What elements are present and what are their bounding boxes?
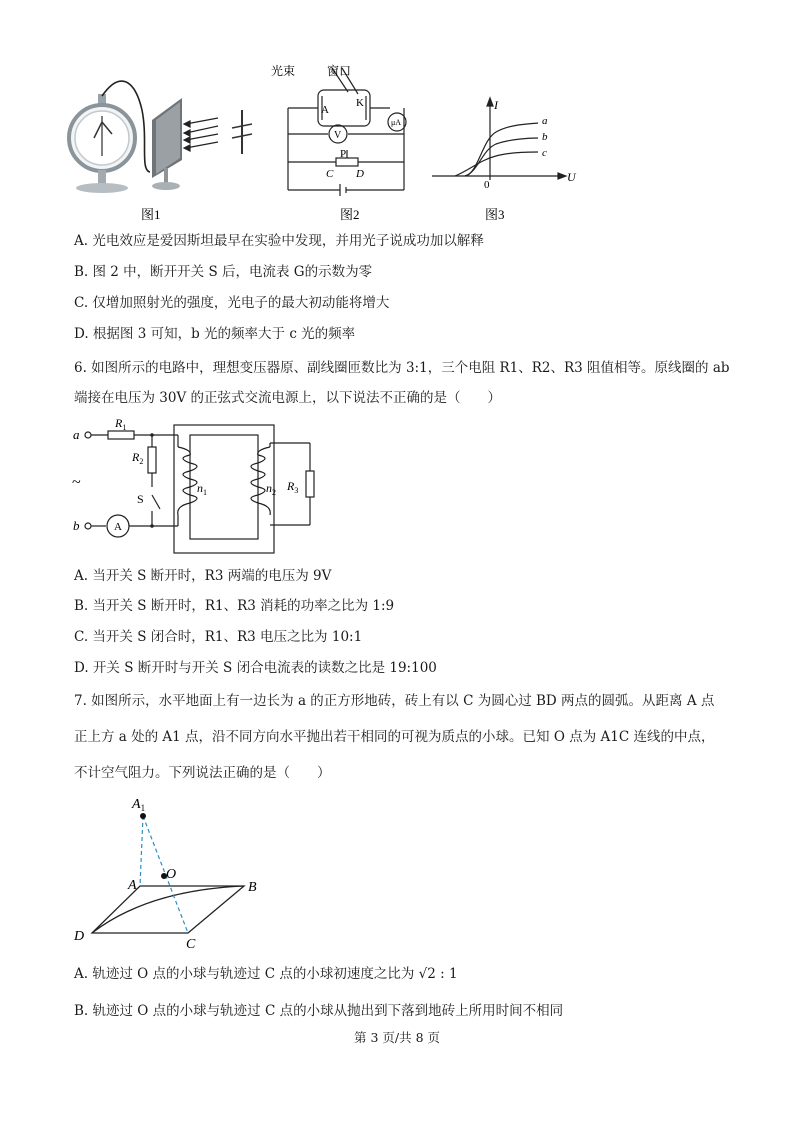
fig3-curve-a: a — [542, 115, 548, 127]
fig1-caption: 图1 — [141, 207, 161, 222]
q7-option-b: B. 轨迹过 O 点的小球与轨迹过 C 点的小球从抛出到下落到地砖上所用时间不相同 — [74, 1003, 564, 1019]
q7-label-b: B — [248, 880, 257, 895]
q7-label-c: C — [186, 937, 196, 952]
q7-stem-line3: 不计空气阻力。下列说法正确的是（ ） — [74, 765, 331, 781]
q7-label-o: O — [166, 867, 177, 882]
fig2-label-P: P — [340, 148, 347, 160]
q6-ac-source-symbol: ~ — [72, 474, 81, 491]
q7-tile-figure — [68, 790, 288, 955]
fig2-caption: 图2 — [340, 207, 360, 222]
q7-label-d: D — [74, 929, 85, 944]
fig3-axis-U: U — [567, 170, 576, 184]
q6-terminal-b: b — [73, 518, 80, 533]
q7-label-a1: A — [132, 797, 141, 812]
svg-text:R2: $R_2$ — [132, 450, 144, 466]
fig3-caption: 图3 — [485, 207, 505, 222]
svg-text:n2: $n_2$ — [266, 481, 276, 497]
q5-option-d: D. 根据图 3 可知，b 光的频率大于 c 光的频率 — [74, 326, 356, 342]
q7-stem-line2: 正上方 a 处的 A1 点，沿不同方向水平抛出若干相同的可视为质点的小球。已知 O 点为 A1C 连线的中点， — [74, 729, 715, 745]
q6-stem-line1: 6. 如图所示的电路中，理想变压器原、副线圈匝数比为 3:1，三个电阻 R1、R2、R3 阻值相等。原线圈的 ab — [74, 360, 730, 376]
q7-point-a1 — [140, 813, 146, 819]
page-footer: 第 3 页/共 8 页 — [353, 1030, 440, 1045]
q6-ammeter-label: A — [114, 521, 122, 533]
figure2-phototube-circuit — [288, 68, 406, 196]
fig2-label-A: A — [321, 104, 329, 116]
q6-option-d: D. 开关 S 断开时与开关 S 闭合电流表的读数之比是 19:100 — [74, 660, 437, 676]
q6-n1-label: n — [197, 481, 203, 495]
q5-option-c: C. 仅增加照射光的强度，光电子的最大初动能将增大 — [74, 295, 390, 311]
fig3-origin: 0 — [484, 179, 490, 191]
fig2-label-window: 窗口 — [327, 64, 352, 78]
q7-option-a: A. 轨迹过 O 点的小球与轨迹过 C 点的小球初速度之比为 √2 : 1 — [74, 966, 458, 982]
fig2-voltmeter-label: V — [334, 130, 342, 141]
q6-r3-label: R — [287, 479, 295, 493]
q7-stem-line1: 7. 如图所示，水平地面上有一边长为 a 的正方形地砖，砖上有以 C 为圆心过 BD 两点的圆弧。从距离 A 点 — [74, 693, 715, 709]
fig2-label-beam: 光束 — [271, 64, 296, 78]
fig2-label-C: C — [326, 168, 334, 180]
q6-option-a: A. 当开关 S 断开时，R3 两端的电压为 9V — [74, 568, 332, 584]
q6-n2-label: n — [266, 481, 272, 495]
q5-option-a: A. 光电效应是爱因斯坦最早在实验中发现，并用光子说成功加以解释 — [74, 233, 484, 249]
q6-r2-label: R — [132, 450, 140, 464]
fig2-microammeter-label: μA — [391, 118, 402, 127]
q6-r1-label: R — [115, 416, 123, 430]
fig2-label-D: D — [356, 168, 364, 180]
q6-transformer-circuit — [70, 415, 330, 560]
q5-option-b: B. 图 2 中，断开开关 S 后，电流表 G的示数为零 — [74, 264, 373, 280]
svg-text:R1: $R_1$ — [115, 416, 127, 432]
q7-label-a: A — [128, 878, 137, 893]
svg-text:R3: $R_3$ — [287, 479, 299, 495]
figure1-electroscope-illustration — [69, 81, 252, 193]
fig3-curve-c: c — [542, 147, 547, 159]
q6-option-b: B. 当开关 S 断开时，R1、R3 消耗的功率之比为 1:9 — [74, 598, 395, 614]
svg-text:n1: $n_1$ — [197, 481, 207, 497]
fig2-label-K: K — [356, 97, 364, 109]
svg-text:A1: $A_1$ — [132, 797, 146, 813]
q6-terminal-a: a — [73, 427, 80, 442]
fig3-curve-b: b — [542, 131, 548, 143]
q6-switch-label: S — [137, 492, 144, 506]
q6-option-c: C. 当开关 S 闭合时，R1、R3 电压之比为 10:1 — [74, 629, 363, 645]
top-figures — [60, 60, 620, 235]
fig3-axis-I: I — [494, 98, 498, 112]
q6-stem-line2: 端接在电压为 30V 的正弦式交流电源上，以下说法不正确的是（ ） — [74, 390, 502, 406]
